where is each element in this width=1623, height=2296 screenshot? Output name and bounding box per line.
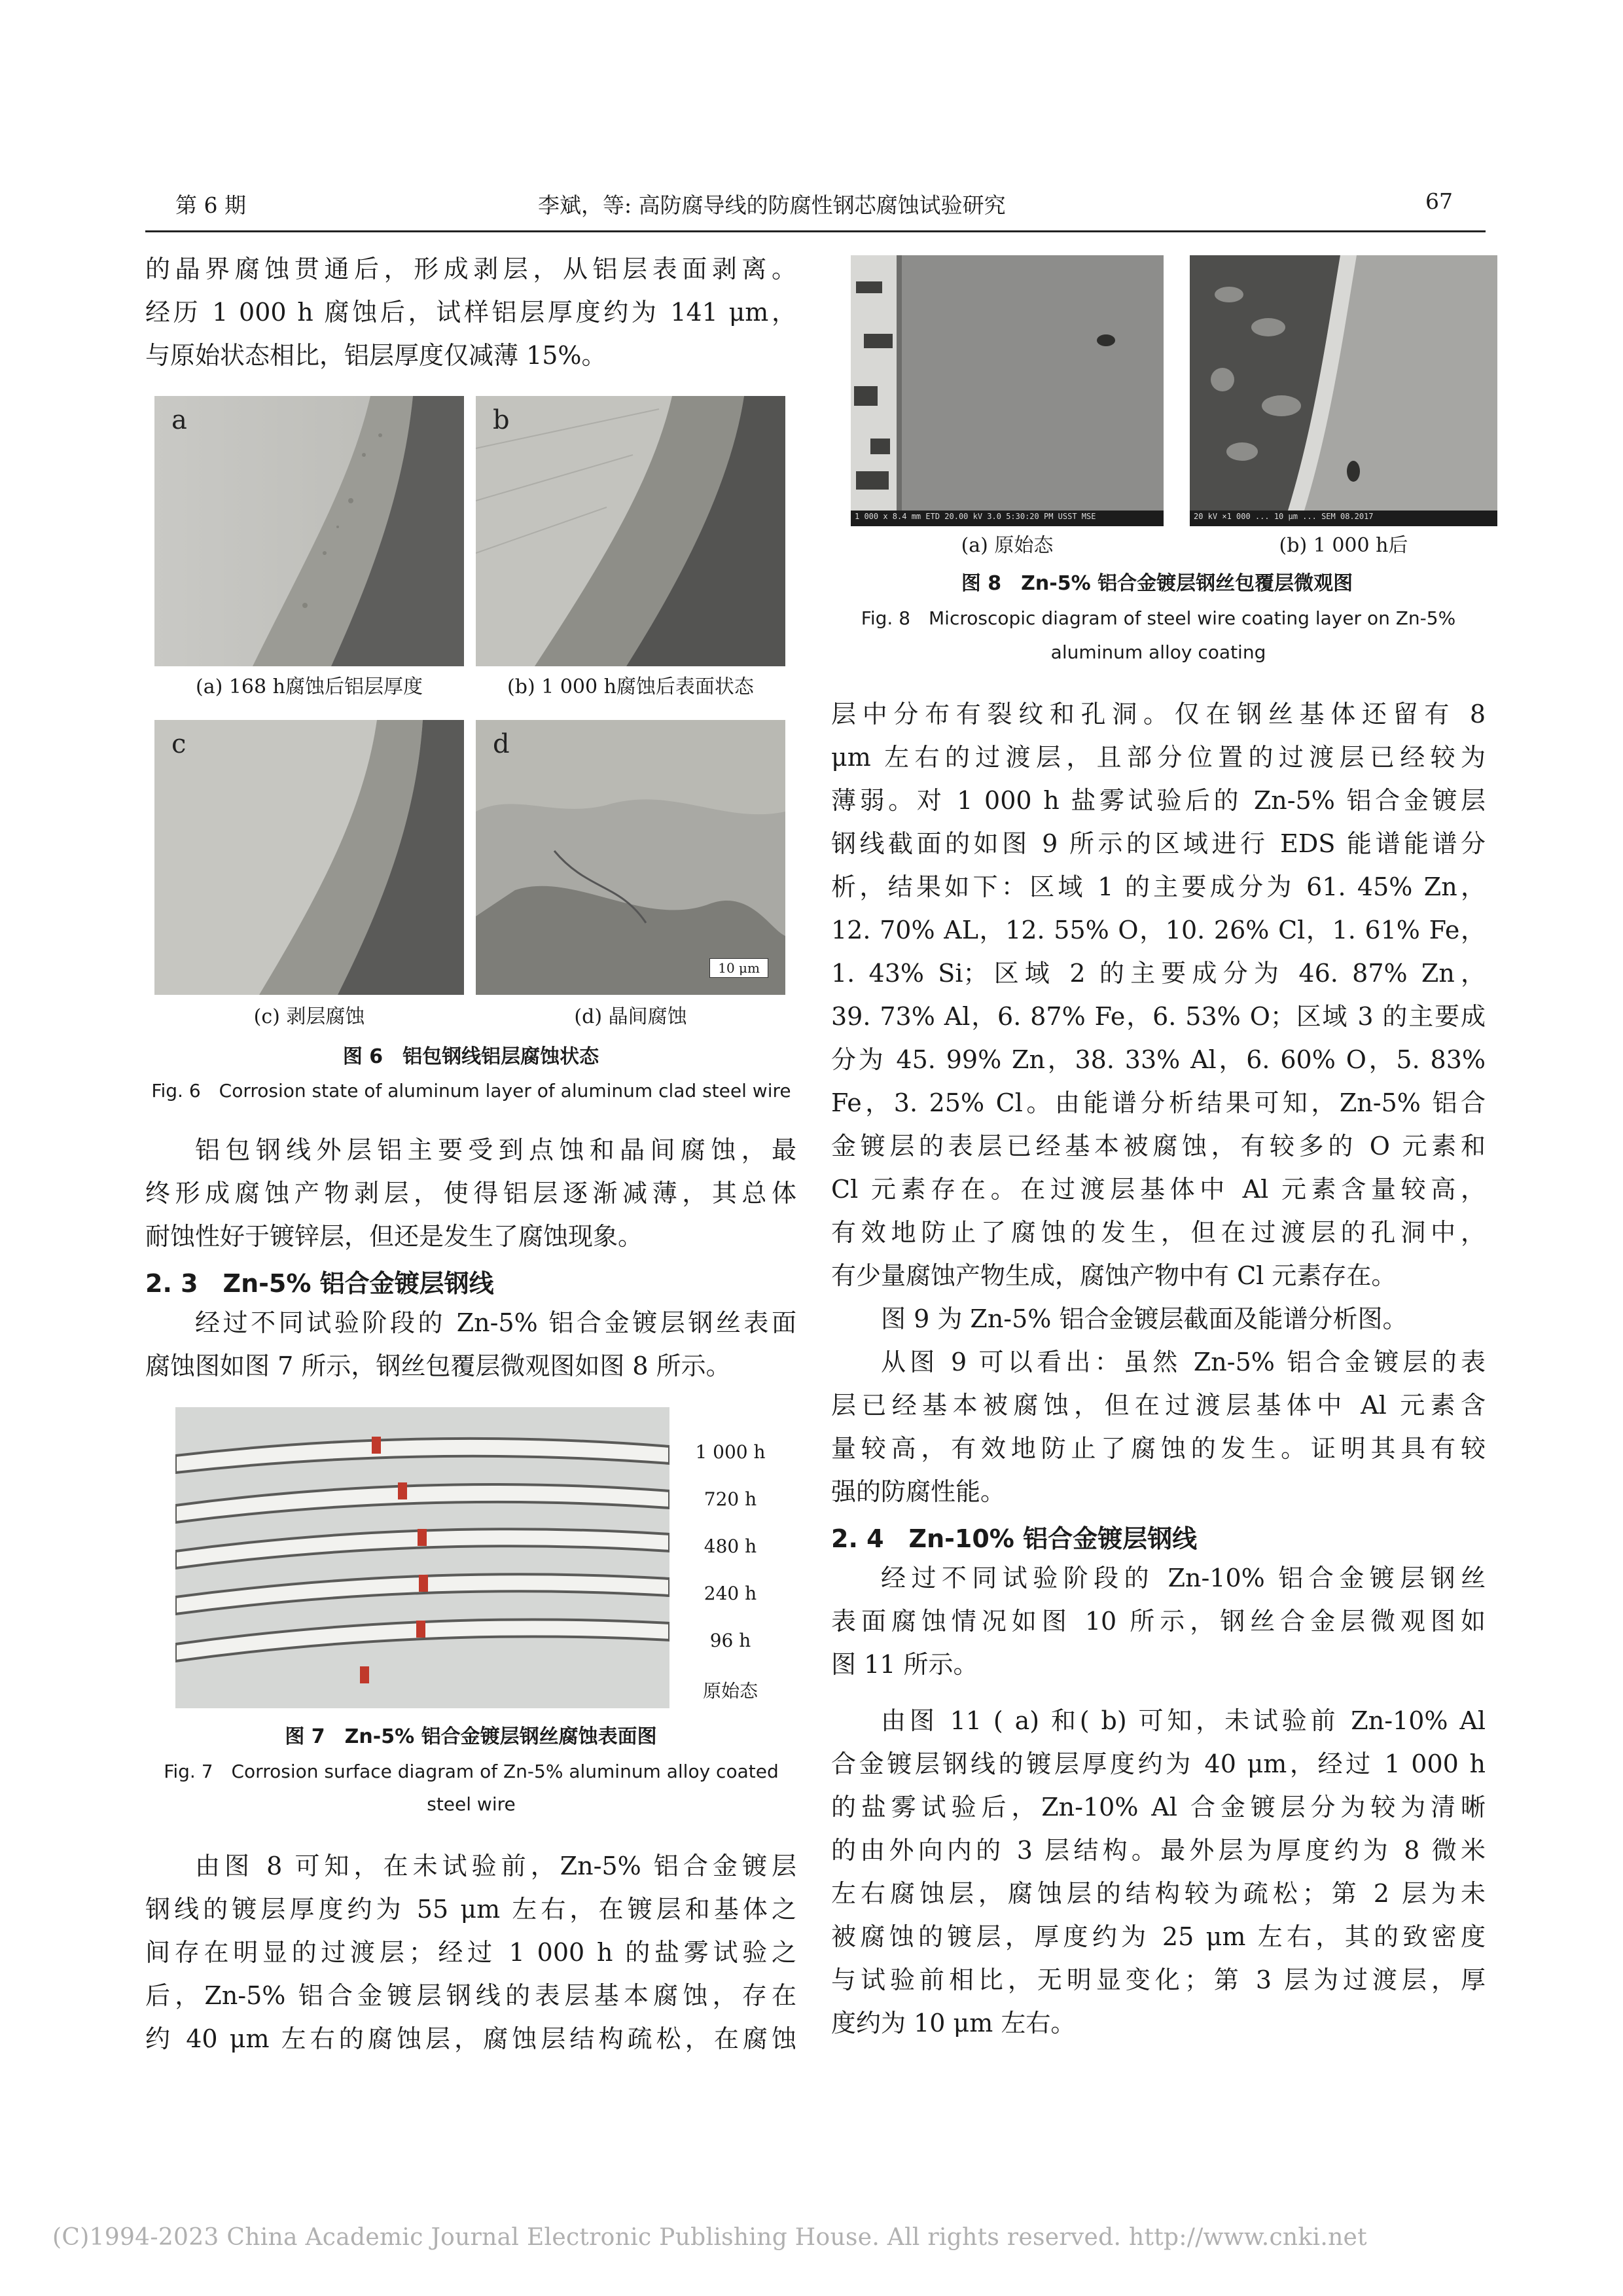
text-line: 表面腐蚀情况如图 10 所示，钢丝合金层微观图如 — [831, 1607, 1486, 1636]
text-line: 钢线截面的如图 9 所示的区域进行 EDS 能谱能谱分 — [831, 829, 1486, 858]
figure-6c-caption: (c) 剥层腐蚀 — [253, 1005, 365, 1028]
running-header-title: 李斌，等: 高防腐导线的防腐性钢芯腐蚀试验研究 — [538, 192, 1006, 218]
text-line: Cl 元素存在。在过渡层基体中 Al 元素含量较高， — [831, 1175, 1486, 1204]
text-line: μm 左右的过渡层，且部分位置的过渡层已经较为 — [831, 743, 1486, 772]
text-line: 强的防腐性能。 — [831, 1477, 1006, 1506]
text-line: 后，Zn-5% 铝合金镀层钢线的表层基本腐蚀，存在 — [145, 1981, 796, 2010]
exposure-label: 1 000 h — [695, 1441, 766, 1463]
text-line: 经过不同试验阶段的 Zn-10% 铝合金镀层钢丝 — [881, 1564, 1486, 1592]
running-header-issue: 第 6 期 — [175, 192, 246, 218]
text-line: 被腐蚀的镀层，厚度约为 25 μm 左右，其的致密度 — [831, 1922, 1486, 1951]
micrograph-6d — [476, 720, 785, 995]
figure-6b-caption: (b) 1 000 h腐蚀后表面状态 — [507, 675, 754, 698]
text-line: 腐蚀图如图 7 所示，钢丝包覆层微观图如图 8 所示。 — [145, 1352, 731, 1380]
text-line: 有少量腐蚀产物生成，腐蚀产物中有 Cl 元素存在。 — [831, 1261, 1397, 1290]
text-line: 度约为 10 μm 左右。 — [831, 2009, 1076, 2037]
page-number: 67 — [1425, 188, 1453, 214]
text-line: 终形成腐蚀产物剥层，使得铝层逐渐减薄，其总体 — [145, 1179, 796, 1208]
text-line: 析，结果如下：区域 1 的主要成分为 61. 45% Zn， — [831, 872, 1486, 901]
micrograph-6a — [154, 396, 464, 666]
text-line: 由图 8 可知，在未试验前，Zn-5% 铝合金镀层 — [195, 1852, 796, 1880]
text-line: 的晶界腐蚀贯通后，形成剥层，从铝层表面剥离。 — [145, 255, 796, 283]
text-line: 薄弱。对 1 000 h 盐雾试验后的 Zn-5% 铝合金镀层 — [831, 786, 1486, 815]
text-line: 与试验前相比，无明显变化；第 3 层为过渡层，厚 — [831, 1965, 1486, 1994]
text-line: 间存在明显的过渡层；经过 1 000 h 的盐雾试验之 — [145, 1938, 796, 1967]
figure-6a-caption: (a) 168 h腐蚀后铝层厚度 — [196, 675, 423, 698]
scale-bar: 10 μm — [709, 958, 768, 978]
text-line: 图 11 所示。 — [831, 1650, 978, 1679]
figure-6-caption-cn: 图 6 铝包钢线铝层腐蚀状态 — [342, 1045, 599, 1068]
text-line: 层中分布有裂纹和孔洞。仅在钢丝基体还留有 8 — [831, 700, 1486, 728]
figure-8a-caption: (a) 原始态 — [961, 534, 1054, 557]
figure-6d-caption: (d) 晶间腐蚀 — [574, 1005, 687, 1028]
text-line: 铝包钢线外层铝主要受到点蚀和晶间腐蚀，最 — [195, 1136, 796, 1164]
text-line: 图 9 为 Zn-5% 铝合金镀层截面及能谱分析图。 — [881, 1304, 1408, 1333]
text-line: 的盐雾试验后，Zn-10% Al 合金镀层分为较为清晰 — [831, 1793, 1486, 1821]
text-line: 左右腐蚀层，腐蚀层的结构较为疏松；第 2 层为未 — [831, 1879, 1486, 1908]
exposure-label: 480 h — [704, 1535, 757, 1557]
text-line: 钢线的镀层厚度约为 55 μm 左右，在镀层和基体之 — [145, 1895, 796, 1924]
exposure-label: 720 h — [704, 1488, 757, 1510]
figure-8-caption-cn: 图 8 Zn-5% 铝合金镀层钢丝包覆层微观图 — [961, 572, 1353, 595]
sem-info-strip: 1 000 x 8.4 mm ETD 20.00 kV 3.0 5:30:20 PM USST MSE — [855, 512, 1096, 521]
figure-6-caption-en: Fig. 6 Corrosion state of aluminum layer of aluminum clad steel wire — [151, 1080, 791, 1102]
panel-letter-a: a — [171, 405, 187, 435]
panel-letter-c: c — [171, 729, 187, 759]
text-line: 经历 1 000 h 腐蚀后，试样铝层厚度约为 141 μm， — [145, 298, 796, 327]
copyright-footer: (C)1994-2023 China Academic Journal Electronic Publishing House. All rights reserved. http://www.cnki.net — [52, 2224, 1367, 2251]
text-line: 分为 45. 99% Zn，38. 33% Al，6. 60% O，5. 83% — [831, 1045, 1486, 1074]
wire-photo — [175, 1407, 669, 1708]
figure-7-caption-cn: 图 7 Zn-5% 铝合金镀层钢丝腐蚀表面图 — [285, 1725, 657, 1748]
text-line: Fe，3. 25% Cl。由能谱分析结果可知，Zn-5% 铝合 — [831, 1088, 1486, 1117]
figure-7-caption-en: Fig. 7 Corrosion surface diagram of Zn-5% aluminum alloy coated — [164, 1761, 779, 1782]
text-line: 39. 73% Al，6. 87% Fe，6. 53% O；区域 3 的主要成 — [831, 1002, 1486, 1031]
sem-info-strip: 20 kV ×1 000 ... 10 μm ... SEM 08.2017 — [1194, 512, 1374, 521]
text-line: 合金镀层钢线的镀层厚度约为 40 μm，经过 1 000 h — [831, 1749, 1486, 1778]
text-line: 1. 43% Si；区域 2 的主要成分为 46. 87% Zn， — [831, 959, 1486, 988]
figure-8b-caption: (b) 1 000 h后 — [1279, 534, 1408, 557]
sem-image-8a — [851, 255, 1164, 526]
micrograph-6c — [154, 720, 464, 995]
figure-8-caption-en: aluminum alloy coating — [1050, 641, 1266, 663]
text-line: 由图 11 ( a) 和( b) 可知，未试验前 Zn-10% Al — [881, 1706, 1486, 1735]
text-line: 金镀层的表层已经基本被腐蚀，有较多的 O 元素和 — [831, 1132, 1486, 1160]
text-line: 的由外向内的 3 层结构。最外层为厚度约为 8 微米 — [831, 1836, 1486, 1865]
panel-letter-d: d — [493, 729, 510, 759]
figure-7-caption-en: steel wire — [427, 1793, 516, 1815]
text-line: 约 40 μm 左右的腐蚀层，腐蚀层结构疏松，在腐蚀 — [145, 2024, 796, 2053]
text-line: 从图 9 可以看出：虽然 Zn-5% 铝合金镀层的表 — [881, 1348, 1486, 1376]
text-line: 与原始状态相比，铝层厚度仅减薄 15%。 — [145, 341, 607, 370]
exposure-label: 96 h — [709, 1630, 751, 1651]
panel-letter-b: b — [493, 405, 510, 435]
header-rule — [145, 230, 1486, 232]
text-line: 层已经基本被腐蚀，但在过渡层基体中 Al 元素含 — [831, 1391, 1486, 1420]
text-line: 12. 70% AL，12. 55% O，10. 26% Cl，1. 61% Fe， — [831, 916, 1486, 944]
text-line: 耐蚀性好于镀锌层，但还是发生了腐蚀现象。 — [145, 1222, 643, 1251]
text-line: 有效地防止了腐蚀的发生，但在过渡层的孔洞中， — [831, 1218, 1486, 1247]
sem-image-8b — [1190, 255, 1497, 526]
exposure-label: 240 h — [704, 1583, 757, 1604]
section-heading-2-4: 2. 4 Zn-10% 铝合金镀层钢线 — [831, 1524, 1198, 1553]
text-line: 经过不同试验阶段的 Zn-5% 铝合金镀层钢丝表面 — [195, 1308, 796, 1337]
text-line: 量较高，有效地防止了腐蚀的发生。证明其具有较 — [831, 1434, 1486, 1463]
figure-8-caption-en: Fig. 8 Microscopic diagram of steel wire coating layer on Zn-5% — [861, 607, 1456, 629]
exposure-label: 原始态 — [702, 1680, 758, 1702]
micrograph-6b — [476, 396, 785, 666]
section-heading-2-3: 2. 3 Zn-5% 铝合金镀层钢线 — [145, 1269, 494, 1298]
